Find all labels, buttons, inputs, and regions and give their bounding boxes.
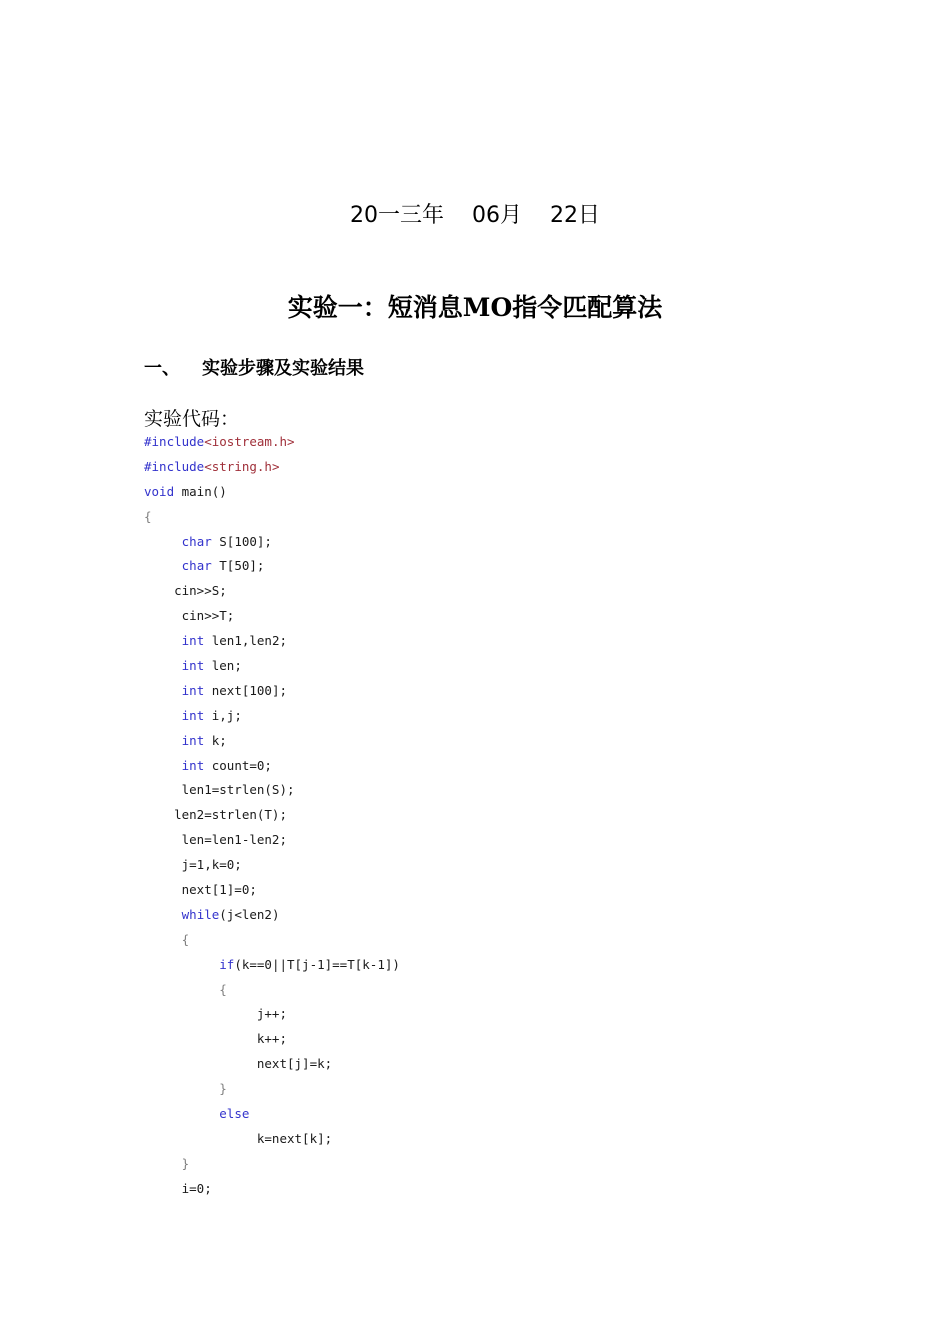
code-token [144, 558, 182, 573]
code-line [144, 729, 400, 754]
code-line [144, 604, 400, 629]
code-token: len2=strlen(T); [144, 807, 287, 823]
code-line [144, 629, 400, 654]
code-line [144, 803, 400, 828]
code-token: k; [204, 732, 227, 748]
code-line [144, 1177, 400, 1202]
code-token: int [181, 757, 205, 773]
code-line [144, 778, 400, 803]
code-token [144, 1156, 182, 1171]
code-line [144, 1152, 400, 1177]
code-token: j++; [144, 1006, 287, 1022]
document-title: 实验一：短消息MO指令匹配算法 [287, 293, 663, 322]
code-token: k++; [144, 1031, 287, 1047]
code-token: T[50]; [211, 558, 265, 574]
code-token [144, 1081, 219, 1096]
code-token: void [144, 483, 175, 499]
code-token: { [181, 931, 190, 947]
code-token: <string.h> [204, 458, 280, 474]
code-label: 实验代码： [144, 408, 240, 430]
section-number: 一、 [144, 358, 180, 379]
code-token [144, 758, 182, 773]
section-heading-text: 实验步骤及实验结果 [202, 358, 364, 379]
code-line [144, 704, 400, 729]
code-line [144, 679, 400, 704]
code-token: cin>>T; [144, 608, 235, 624]
code-token: (k==0||T[j-1]==T[k-1]) [234, 956, 400, 972]
code-token [144, 932, 182, 947]
code-token: next[j]=k; [144, 1056, 333, 1072]
code-line [144, 579, 400, 604]
code-line [144, 1127, 400, 1152]
code-line [144, 430, 400, 455]
code-token: next[100]; [204, 682, 288, 698]
code-line [144, 978, 400, 1003]
code-token: j=1,k=0; [144, 857, 242, 873]
code-line [144, 828, 400, 853]
code-token: len1,len2; [204, 633, 288, 649]
code-token: len=len1-len2; [144, 832, 287, 848]
code-token [144, 658, 182, 673]
code-token: int [181, 633, 205, 649]
code-line [144, 530, 400, 555]
code-token: count=0; [204, 757, 272, 773]
code-line [144, 480, 400, 505]
code-token: int [181, 682, 205, 698]
code-line [144, 928, 400, 953]
code-line [144, 953, 400, 978]
code-block [144, 430, 400, 1202]
code-token [144, 683, 182, 698]
code-line [144, 1102, 400, 1127]
code-token: i,j; [204, 707, 242, 723]
code-token: len1=strlen(S); [144, 782, 295, 798]
code-line [144, 654, 400, 679]
code-line [144, 878, 400, 903]
code-token [144, 633, 182, 648]
code-token: <iostream.h> [204, 434, 295, 449]
code-line [144, 1052, 400, 1077]
code-token: len; [204, 658, 242, 674]
code-line [144, 903, 400, 928]
code-token: cin>>S; [144, 583, 227, 599]
code-token: int [181, 658, 205, 674]
document-date [0, 198, 950, 229]
code-token: k=next[k]; [144, 1130, 333, 1146]
code-token [144, 708, 182, 723]
code-token: int [181, 732, 205, 748]
code-line [144, 1002, 400, 1027]
code-token: #include [144, 458, 205, 474]
date-year: 20一三年 [350, 203, 444, 228]
code-line [144, 1027, 400, 1052]
date-day: 22日 [550, 203, 600, 228]
code-line [144, 1077, 400, 1102]
section-heading [144, 354, 364, 380]
code-token: else [219, 1106, 250, 1122]
code-token: #include [144, 434, 205, 449]
code-token [144, 907, 182, 922]
code-line [144, 754, 400, 779]
code-token: S[100]; [211, 533, 272, 549]
code-token: } [181, 1155, 190, 1171]
code-token [144, 534, 182, 549]
code-token: (j<len2) [219, 906, 280, 922]
code-line [144, 853, 400, 878]
date-month: 06月 [472, 203, 522, 228]
code-line [144, 505, 400, 530]
code-token: } [219, 1081, 227, 1097]
code-token: { [144, 508, 152, 524]
code-token: next[1]=0; [144, 882, 257, 898]
code-line [144, 455, 400, 480]
code-token: char [181, 533, 212, 549]
code-token: i=0; [144, 1180, 212, 1196]
code-token: int [181, 707, 205, 723]
code-token [144, 982, 219, 997]
code-token [144, 733, 182, 748]
code-token: while [181, 906, 220, 922]
code-token: { [219, 981, 227, 997]
code-token: char [181, 558, 212, 574]
code-token [144, 957, 219, 972]
code-token: main() [174, 483, 227, 499]
code-token: if [219, 956, 235, 972]
code-line [144, 554, 400, 579]
code-token [144, 1106, 219, 1121]
